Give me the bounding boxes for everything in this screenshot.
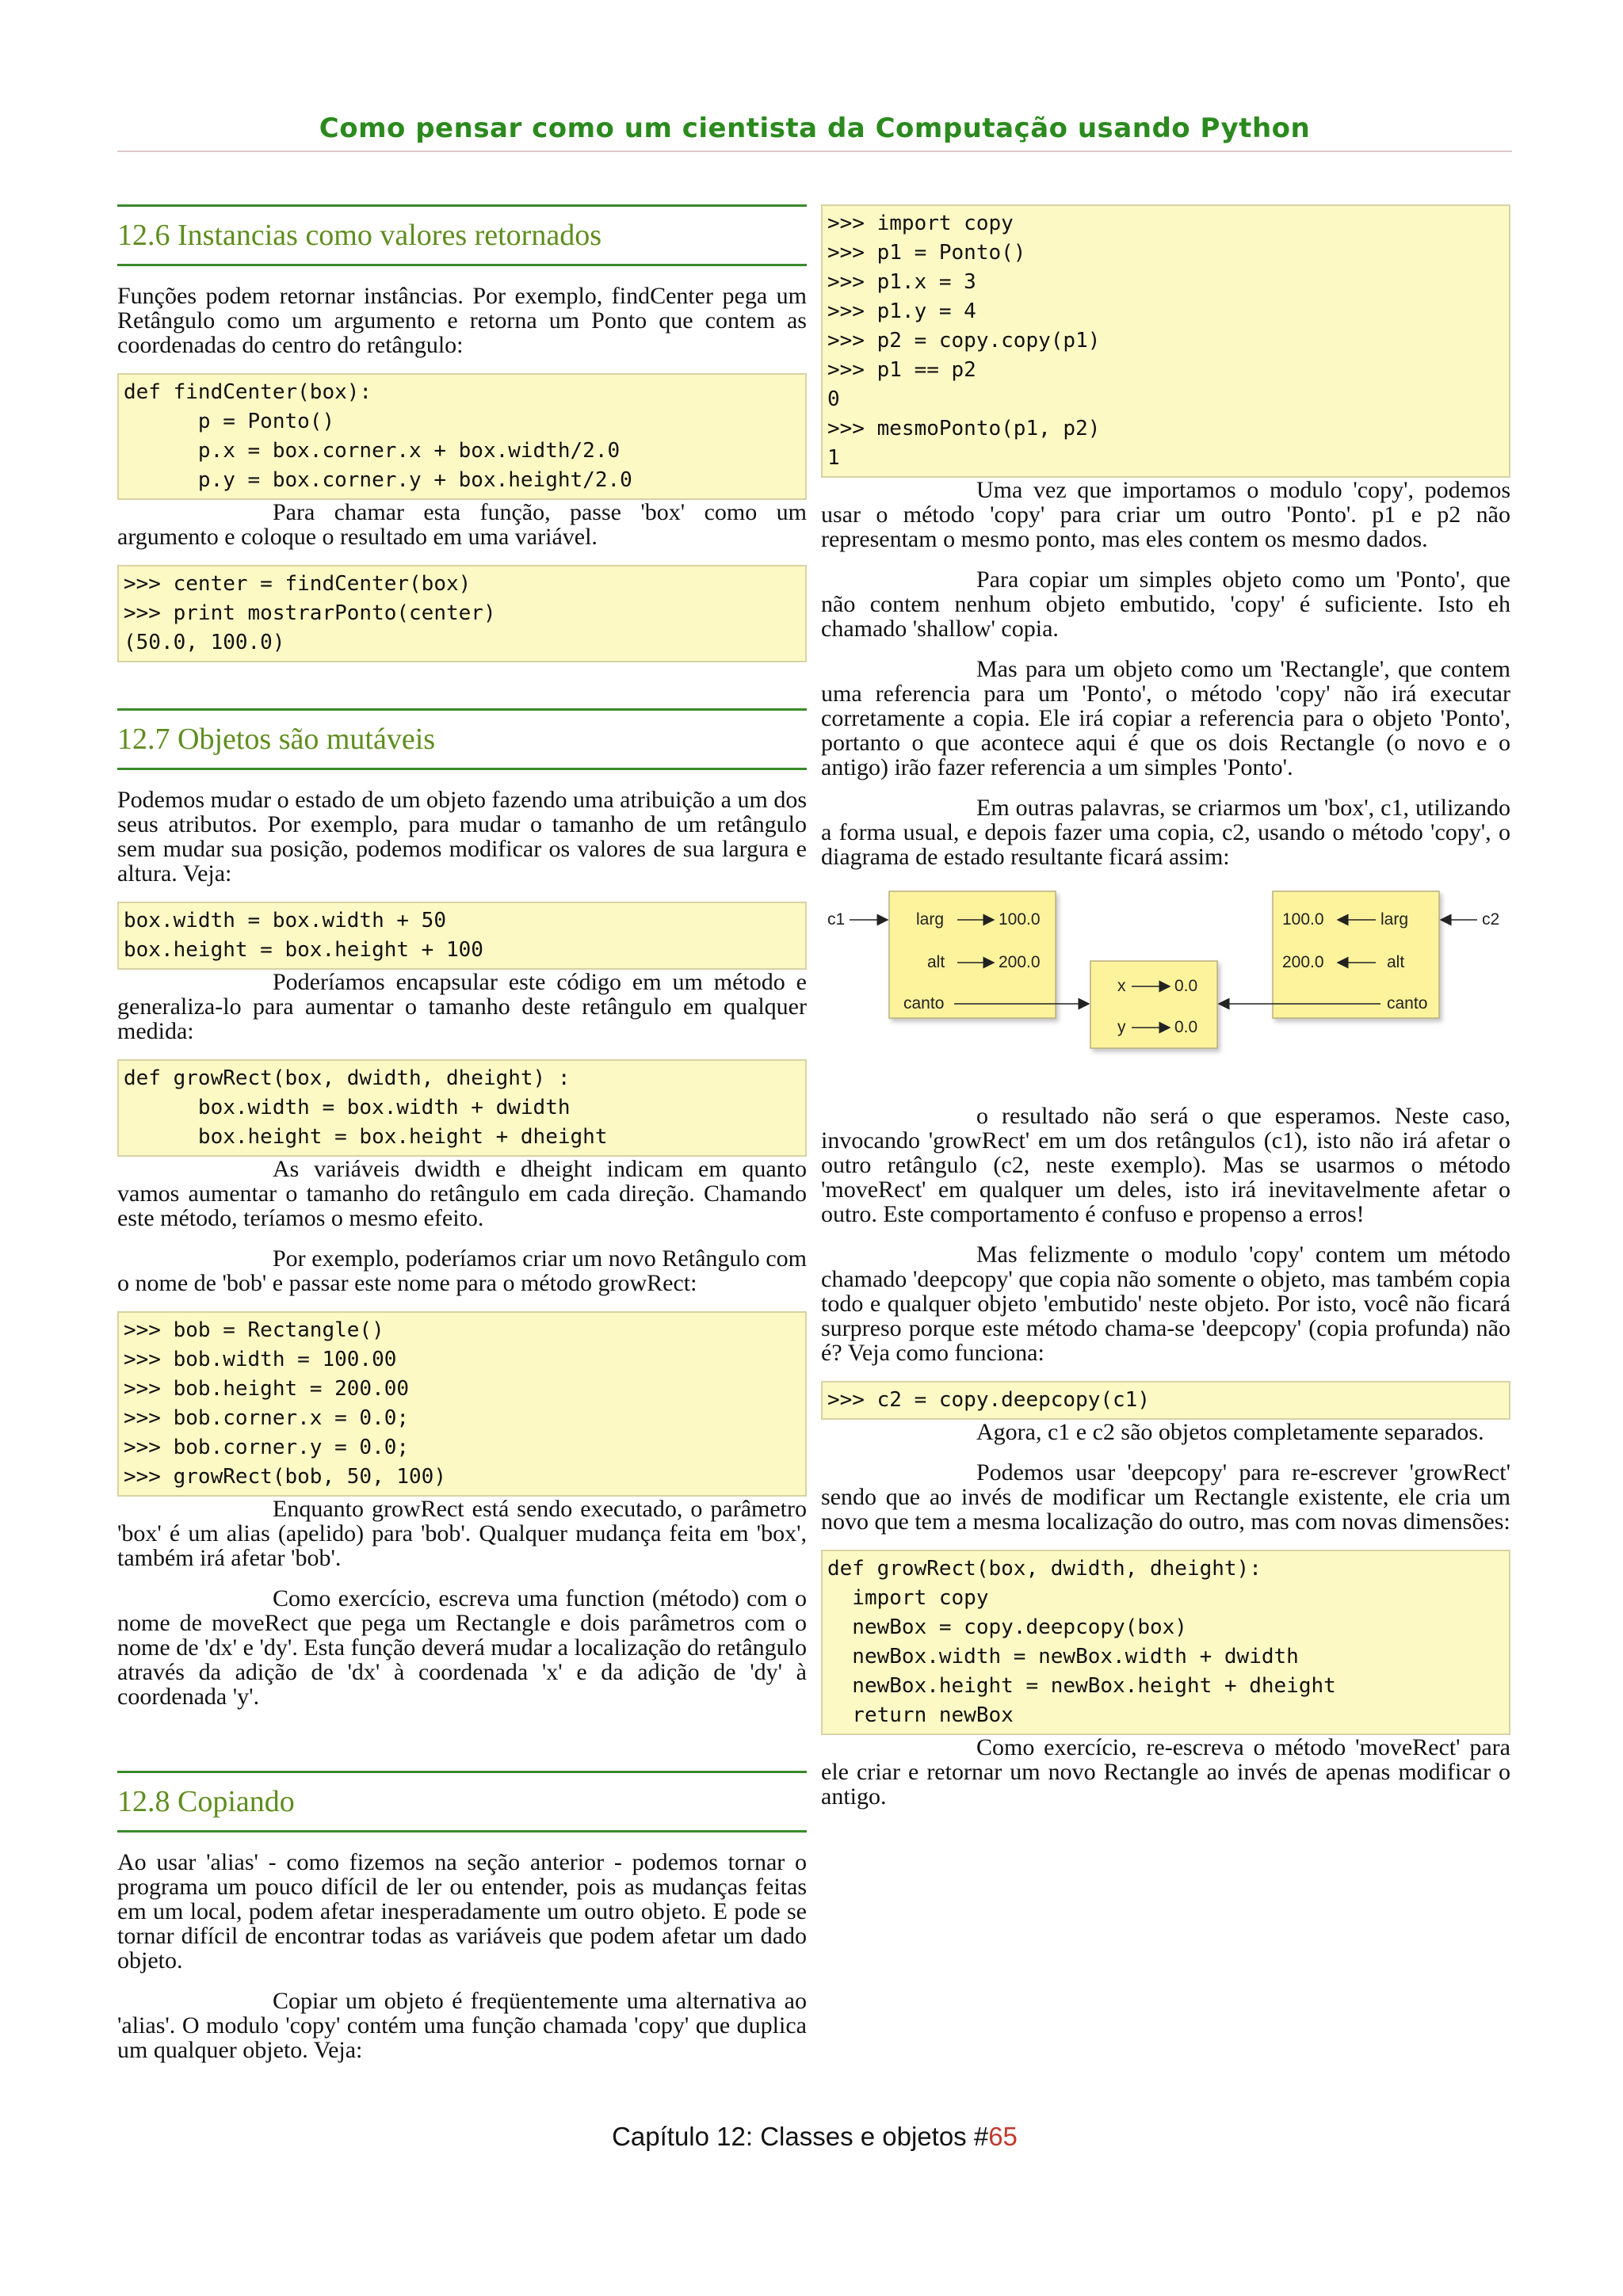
code-line: def growRect(box, dwidth, dheight) : — [124, 1066, 571, 1090]
code-block — [117, 1059, 807, 1157]
code-line: def growRect(box, dwidth, dheight): — [827, 1557, 1262, 1581]
code-line: >>> p1 = Ponto() — [827, 241, 1026, 265]
paragraph: As variáveis dwidth e dheight indicam em quanto vamos aumentar o tamanho do retângulo em cada direção. Chamando este método, teríamos o mesmo efeito. — [117, 1156, 807, 1231]
paragraph: Funções podem retornar instâncias. Por exemplo, findCenter pega um Retângulo como um argumento e retorna um Ponto que contem as coordenadas do centro do retângulo: — [117, 283, 807, 358]
code-line: p = Ponto() — [124, 410, 335, 433]
code-line: box.height = box.height + 100 — [124, 938, 483, 962]
code-line: p.y = box.corner.y + box.height/2.0 — [124, 468, 632, 492]
code-line: 0 — [827, 387, 840, 411]
page-header-title: Como pensar como um cientista da Computação usando Python — [319, 113, 1311, 144]
label-canto: canto — [1387, 994, 1428, 1013]
footer-chapter: Capítulo 12: Classes e objetos # — [612, 2122, 989, 2151]
code-line: >>> bob.width = 100.00 — [124, 1348, 397, 1371]
paragraph: Podemos usar 'deepcopy' para re-escrever 'growRect' sendo que ao invés de modificar um Rectangle existente, ele cria um novo que tem a mesma localização do outro, mas com novas dimensões: — [821, 1459, 1510, 1535]
point-box — [1090, 961, 1217, 1048]
paragraph: Por exemplo, poderíamos criar um novo Retângulo com o nome de 'bob' e passar este nome para o método growRect: — [117, 1245, 807, 1296]
label-c1: c1 — [827, 910, 846, 929]
code-line: >>> bob.corner.x = 0.0; — [124, 1406, 410, 1430]
label-x: x — [1117, 977, 1126, 995]
section-heading-12-6 — [117, 204, 807, 266]
paragraph: Enquanto growRect está sendo executado, o parâmetro 'box' é um alias (apelido) para 'bob'. Qualquer mudança feita em 'box', também irá afetar 'bob'. — [117, 1496, 807, 1571]
label-y: y — [1117, 1018, 1126, 1036]
value-100: 100.0 — [999, 910, 1041, 929]
paragraph: Mas para um objeto como um 'Rectangle', que contem uma referencia para um 'Ponto', o método 'copy' não irá executar corretamente a copia. Ele irá copiar a referencia para o objeto 'Ponto', portanto o que acontece aqui é que os dois Rectangle (o novo e o antigo) irão fazer referencia a um simples 'Ponto'. — [821, 656, 1510, 780]
code-line: p.x = box.corner.x + box.width/2.0 — [124, 439, 621, 463]
code-line: def findCenter(box): — [124, 380, 372, 404]
code-line: (50.0, 100.0) — [124, 631, 285, 654]
code-line: return newBox — [827, 1703, 1014, 1727]
paragraph: Agora, c1 e c2 são objetos completamente separados. — [976, 1419, 1484, 1445]
code-line: >>> p1 == p2 — [827, 358, 976, 382]
code-block — [821, 1550, 1510, 1735]
code-line: >>> growRect(bob, 50, 100) — [124, 1465, 446, 1489]
paragraph: Como exercício, re-escreva o método 'moveRect' para ele criar e retornar um novo Rectangle ao invés de apenas modificar o antigo. — [821, 1734, 1510, 1810]
label-canto: canto — [903, 994, 945, 1013]
code-line: newBox.width = newBox.width + dwidth — [827, 1645, 1299, 1669]
paragraph: Copiar um objeto é freqüentemente uma alternativa ao 'alias'. O modulo 'copy' contém uma função chamada 'copy' que duplica um qualquer objeto. Veja: — [117, 1988, 807, 2063]
code-block — [117, 1311, 807, 1497]
label-larg: larg — [1381, 910, 1409, 929]
value-200: 200.0 — [999, 953, 1041, 971]
section-title: 12.7 Objetos são mutáveis — [117, 723, 436, 756]
section-title: 12.8 Copiando — [117, 1785, 295, 1818]
paragraph: Ao usar 'alias' - como fizemos na seção anterior - podemos tornar o programa um pouco difícil de ler ou entender, pois as mudanças feitas em um local, podem afetar inesperadamente um outro objeto. E pode se tornar difícil de encontrar todas as variáveis que podem afetar um dado objeto. — [117, 1849, 807, 1974]
paragraph: Podemos mudar o estado de um objeto fazendo uma atribuição a um dos seus atributos. Por exemplo, para mudar o tamanho de um retângulo sem mudar sua posição, podemos modificar os valores de sua largura e altura. Veja: — [117, 787, 807, 887]
code-line: import copy — [827, 1586, 989, 1610]
label-c2: c2 — [1482, 910, 1500, 929]
code-line: >>> p2 = copy.copy(p1) — [827, 329, 1101, 353]
paragraph: Poderíamos encapsular este código em um método e generaliza-lo para aumentar o tamanho deste retângulo em qualquer medida: — [117, 969, 807, 1044]
paragraph: Para copiar um simples objeto como um 'Ponto', que não contem nenhum objeto embutido, 'copy' é suficiente. Isto eh chamado 'shallow' copia. — [821, 566, 1510, 642]
state-diagram-svg — [821, 882, 1510, 1096]
code-line: >>> mesmoPonto(p1, p2) — [827, 417, 1101, 441]
page-footer — [117, 2122, 1512, 2152]
code-line: >>> p1.x = 3 — [827, 270, 976, 294]
page-number: 65 — [988, 2122, 1018, 2151]
label-alt: alt — [927, 953, 945, 971]
code-line: >>> import copy — [827, 212, 1014, 235]
left-column — [117, 204, 807, 2078]
code-block — [117, 902, 807, 970]
section-heading-12-7 — [117, 708, 807, 770]
value-y: 0.0 — [1174, 1018, 1198, 1036]
paragraph: Como exercício, escreva uma function (método) com o nome de moveRect que pega um Rectangle e dois parâmetros com o nome de 'dx' e 'dy'. Esta função deverá mudar a localização do retângulo através da adição de 'dx' à coordenada 'x' e da adição de 'dy' à coordenada 'y'. — [117, 1585, 807, 1710]
code-line: box.width = box.width + 50 — [124, 909, 446, 933]
section-heading-12-8 — [117, 1771, 807, 1833]
code-line: box.width = box.width + dwidth — [124, 1096, 571, 1119]
code-line: 1 — [827, 446, 840, 470]
value-200: 200.0 — [1282, 953, 1324, 971]
code-line: >>> p1.y = 4 — [827, 299, 976, 323]
code-block — [821, 1381, 1510, 1420]
code-line: >>> bob = Rectangle() — [124, 1318, 384, 1342]
code-line: >>> center = findCenter(box) — [124, 572, 472, 596]
code-line: >>> print mostrarPonto(center) — [124, 601, 496, 625]
code-line: >>> bob.corner.y = 0.0; — [124, 1436, 410, 1459]
code-block — [117, 565, 807, 662]
code-line: >>> bob.height = 200.00 — [124, 1377, 410, 1401]
code-block — [117, 373, 807, 500]
value-x: 0.0 — [1174, 977, 1198, 995]
code-line: newBox = copy.deepcopy(box) — [827, 1615, 1187, 1639]
right-column — [821, 204, 1510, 1825]
code-line: box.height = box.height + dheight — [124, 1125, 608, 1149]
paragraph: Mas felizmente o modulo 'copy' contem um método chamado 'deepcopy' que copia não somente o objeto, mas também copia todo e qualquer objeto 'embutido' neste objeto. Por isto, você não ficará surpreso porque este método chama-se 'deepcopy' (copia profunda) não é? Veja como funciona: — [821, 1241, 1510, 1366]
state-diagram — [821, 882, 1510, 1096]
label-alt: alt — [1387, 953, 1405, 971]
paragraph: Para chamar esta função, passe 'box' como um argumento e coloque o resultado em uma variável. — [117, 499, 807, 550]
section-title: 12.6 Instancias como valores retornados — [117, 219, 601, 252]
header-divider — [117, 151, 1512, 152]
paragraph: Uma vez que importamos o modulo 'copy', podemos usar o método 'copy' para criar um outro 'Ponto'. p1 e p2 não representam o mesmo ponto, mas eles contem os mesmo dados. — [821, 477, 1510, 552]
code-block — [821, 204, 1510, 478]
value-100: 100.0 — [1282, 910, 1324, 929]
paragraph: Em outras palavras, se criarmos um 'box', c1, utilizando a forma usual, e depois fazer uma copia, c2, usando o método 'copy', o diagrama de estado resultante ficará assim: — [821, 795, 1510, 870]
code-line: >>> c2 = copy.deepcopy(c1) — [827, 1388, 1150, 1412]
paragraph: o resultado não será o que esperamos. Neste caso, invocando 'growRect' em um dos retângulos (c1), isto não irá afetar o outro retângulo (c2, neste exemplo). Mas se usarmos o método 'moveRect' em qualquer um deles, isto irá inevitavelmente afetar o outro. Este comportamento é confuso e propenso a erros! — [821, 1103, 1510, 1227]
code-line: newBox.height = newBox.height + dheight — [827, 1674, 1336, 1698]
label-larg: larg — [916, 910, 945, 929]
